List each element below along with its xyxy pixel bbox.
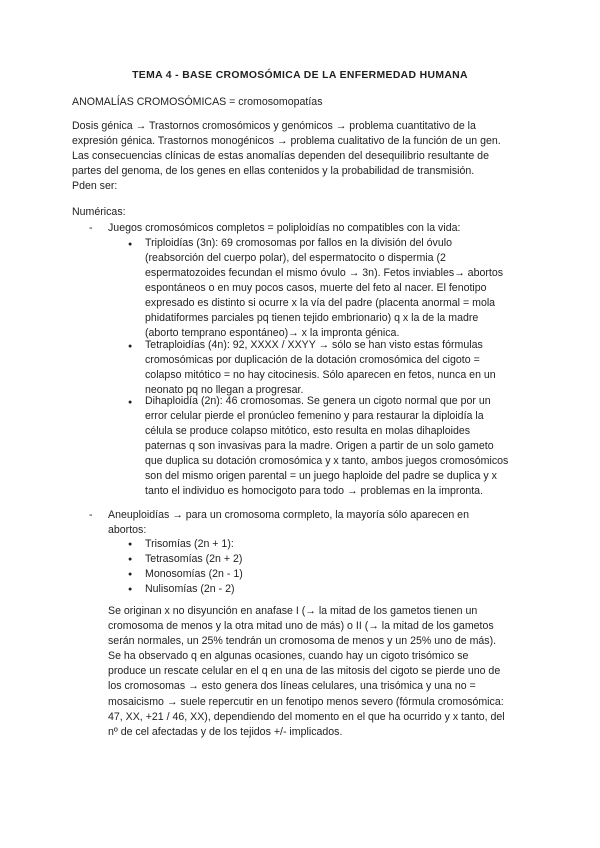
list-dash: - [89, 222, 93, 234]
text-line: Se ha observado q en algunas ocasiones, cuando hay un cigoto trisómico se [108, 650, 469, 663]
text-line: Las consecuencias clínicas de estas anomalías dependen del desequilibrio resultante de [72, 150, 489, 162]
text-line: 47, XX, +21 / 46, XX), dependiendo del momento en el que ha ocurrido y x tanto, del [108, 710, 505, 723]
text-line: colapso mitótico = no hay citocinesis. Sólo aparecen en fetos, nunca en un [145, 369, 496, 381]
text-line: espermatozoides fecundan el mismo óvulo → 3n). Fetos inviables→ abortos [145, 267, 504, 279]
bullet-icon: ● [128, 343, 133, 350]
list-item-monosomias: Monosomías (2n - 1) [145, 568, 243, 580]
text-line: serán normales, un 25% tendrán un cromosoma de menos y un 25% uno de más). [108, 635, 497, 648]
text-line: los cromosomas → esto genera dos líneas celulares, una trisómica y una no = [108, 680, 476, 693]
text-line: Triploidías (3n): 69 cromosomas por fallos en la división del óvulo [145, 237, 452, 249]
section-subtitle: ANOMALÍAS CROMOSÓMICAS = cromosomopatías [72, 96, 323, 108]
text-line: Dosis génica → Trastornos cromosómicos y genómicos → problema cuantitativo de la [72, 120, 476, 132]
numericas-label: Numéricas: [72, 206, 126, 218]
text-line: produce un rescate celular en el q en una de las mitosis del cigoto se pierde uno de [108, 665, 501, 678]
text-line: Pden ser: [72, 180, 118, 192]
list-item-trisomias: Trisomías (2n + 1): [145, 538, 234, 550]
text-line: son del mismo origen parental = un juego haploide del padre se duplica y x [145, 470, 497, 482]
text-line: nº de cel afectadas y de los tejidos +/- implicados. [108, 725, 343, 738]
text-line: Dihaploidía (2n): 46 cromosomas. Se genera un cigoto normal que por un [145, 395, 491, 407]
list-item-dihaploidia [145, 394, 508, 499]
text-line: tanto el individuo es homocigoto para todo → problemas en la impronta. [145, 485, 484, 497]
text-line: que duplica su dotación cromosómica y x tanto, ambos juegos cromosómicos [145, 455, 509, 467]
text-line: espontáneos o en muy pocos casos, muerte del feto al nacer. El fenotipo [145, 282, 487, 294]
bullet-icon: ● [128, 241, 133, 248]
text-line: partes del genoma, de los genes en ellas contenidos y la probabilidad de transmisión. [72, 165, 475, 177]
text-line: expresión génica. Trastornos monogénicos → problema cualitativo de la función de un gen. [72, 135, 501, 147]
section1-heading [108, 221, 460, 236]
text-line: Tetraploidías (4n): 92, XXXX / XXYY → sólo se han visto estas fórmulas [145, 339, 483, 351]
list-item-nulisomias: Nulisomías (2n - 2) [145, 583, 235, 595]
text-line: Se originan x no disyunción en anafase I (→ la mitad de los gametos tienen un [108, 605, 478, 617]
text-line: cromosómicas por duplicación de la dotación cromosómica del cigoto = [145, 354, 480, 366]
text-line: phidatiformes parciales pq tienen tejido embrionario) q x la de la madre [145, 312, 479, 324]
list-dash: - [89, 509, 93, 521]
text-line: paternas q son invasivas para la madre. Origen a partir de un solo gameto [145, 440, 494, 452]
text-line: error celular pierde el pronúcleo femenino y para restaurar la diploidía la [145, 410, 484, 422]
list-item-tetraploidias [145, 338, 496, 398]
list-item-tetrasomias: Tetrasomías (2n + 2) [145, 553, 243, 565]
bullet-icon: ● [128, 541, 133, 548]
text-line: neonato pq no llegan a progresar. [145, 384, 304, 396]
page-title: TEMA 4 - BASE CROMOSÓMICA DE LA ENFERMEDAD HUMANA [132, 70, 468, 81]
section2-heading [108, 508, 469, 538]
bullet-icon: ● [128, 556, 133, 563]
bullet-icon: ● [128, 399, 133, 406]
text-line: abortos: [108, 524, 147, 536]
closing-paragraph [108, 604, 505, 740]
text-line: expresado es distinto si ocurre x la vía del padre (placenta anormal = mola [145, 297, 496, 309]
list-item-triploidias [145, 236, 503, 341]
text-line: mosaicismo → suele repercutir en un fenotipo menos severo (fórmula cromosómica: [108, 695, 504, 708]
text-line: (reabsorción del cuerpo polar), del espermatocito o dispermia (2 [145, 252, 446, 264]
bullet-icon: ● [128, 586, 133, 593]
text-line: cromosoma de menos y la otra mitad uno de más) o II (→ la mitad de los gametos [108, 620, 494, 633]
bullet-icon: ● [128, 571, 133, 578]
intro-paragraph [72, 119, 532, 194]
text-line: Aneuploidías → para un cromosoma cormpleto, la mayoría sólo aparecen en [108, 509, 469, 521]
text-line: Juegos cromosómicos completos = poliploidías no compatibles con la vida: [108, 222, 461, 234]
text-line: (aborto temprano espontáneo)→ x la impronta génica. [145, 327, 400, 339]
text-line: célula se produce colapso mitótico, esto resulta en molas dihaploides [145, 425, 471, 437]
